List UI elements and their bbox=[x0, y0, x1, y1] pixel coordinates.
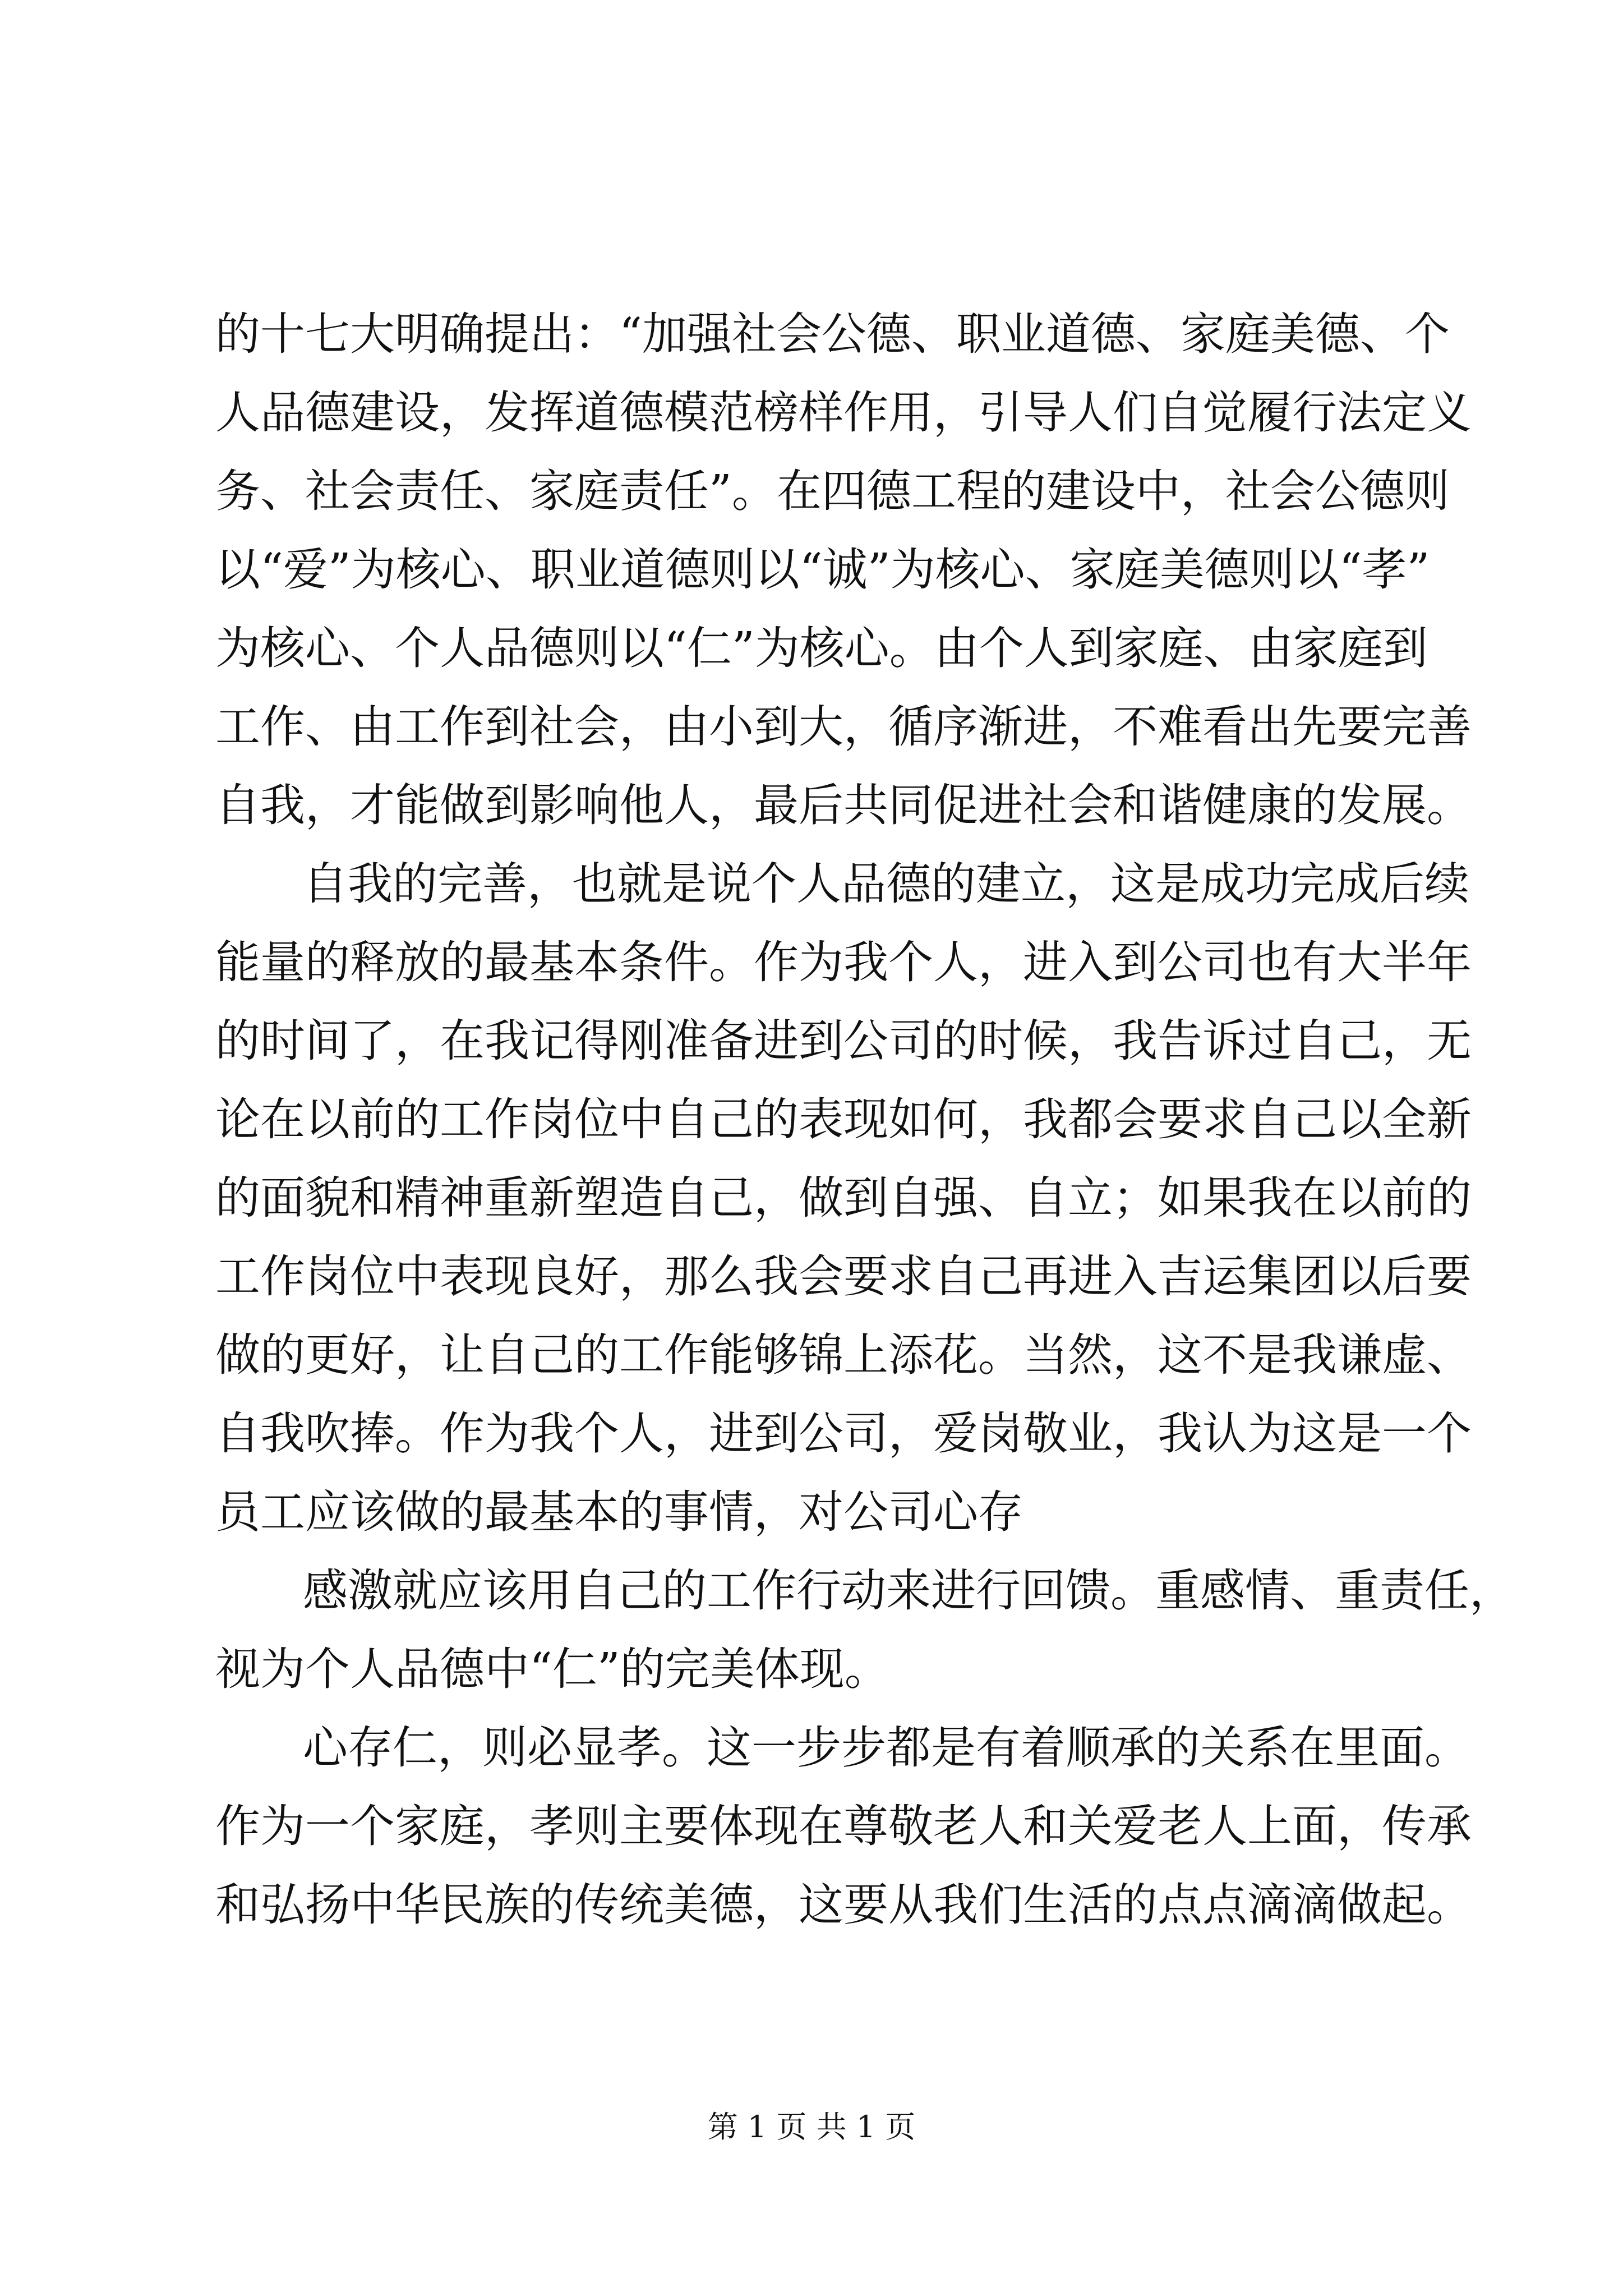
paragraph-first-line: 感激就应该用自己的工作行动来进行回馈。重感情、重责任， bbox=[303, 1565, 1514, 1617]
text-line: 自我吹捧。作为我个人，进到公司，爱岗敬业，我认为这是一个 bbox=[215, 1407, 1472, 1460]
text-line: 和弘扬中华民族的传统美德，这要从我们生活的点点滴滴做起。 bbox=[215, 1879, 1472, 1931]
text-line: 的时间了，在我记得刚准备进到公司的时候，我告诉过自己，无 bbox=[215, 1015, 1472, 1067]
text-line: 做的更好，让自己的工作能够锦上添花。当然，这不是我谦虚、 bbox=[215, 1329, 1472, 1381]
text-line: 工作、由工作到社会，由小到大，循序渐进，不难看出先要完善 bbox=[215, 701, 1472, 753]
text-line: 工作岗位中表现良好，那么我会要求自己再进入吉运集团以后要 bbox=[215, 1250, 1472, 1303]
text-line: 的面貌和精神重新塑造自己，做到自强、自立；如果我在以前的 bbox=[215, 1172, 1472, 1224]
text-line: 的十七大明确提出：“加强社会公德、职业道德、家庭美德、个 bbox=[215, 308, 1450, 360]
paragraph-first-line: 心存仁，则必显孝。这一步步都是有着顺承的关系在里面。 bbox=[303, 1722, 1469, 1774]
text-line: 论在以前的工作岗位中自己的表现如何，我都会要求自己以全新 bbox=[215, 1093, 1472, 1145]
text-line-last: 员工应该做的最基本的事情，对公司心存 bbox=[215, 1486, 1023, 1538]
text-line: 作为一个家庭，孝则主要体现在尊敬老人和关爱老人上面，传承 bbox=[215, 1800, 1472, 1852]
text-line-last: 视为个人品德中“仁”的完美体现。 bbox=[215, 1643, 889, 1695]
text-line: 为核心、个人品德则以“仁”为核心。由个人到家庭、由家庭到 bbox=[215, 622, 1428, 674]
text-line: 务、社会责任、家庭责任”。在四德工程的建设中，社会公德则 bbox=[215, 465, 1450, 517]
paragraph-first-line: 自我的完善，也就是说个人品德的建立，这是成功完成后续 bbox=[303, 858, 1469, 910]
text-line: 能量的释放的最基本条件。作为我个人，进入到公司也有大半年 bbox=[215, 936, 1472, 988]
text-line: 自我，才能做到影响他人，最后共同促进社会和谐健康的发展。 bbox=[215, 779, 1472, 831]
page-footer: 第 1 页 共 1 页 bbox=[707, 2109, 916, 2145]
text-line: 以“爱”为核心、职业道德则以“诚”为核心、家庭美德则以“孝” bbox=[215, 544, 1430, 596]
text-line: 人品德建设，发挥道德模范榜样作用，引导人们自觉履行法定义 bbox=[215, 386, 1472, 439]
